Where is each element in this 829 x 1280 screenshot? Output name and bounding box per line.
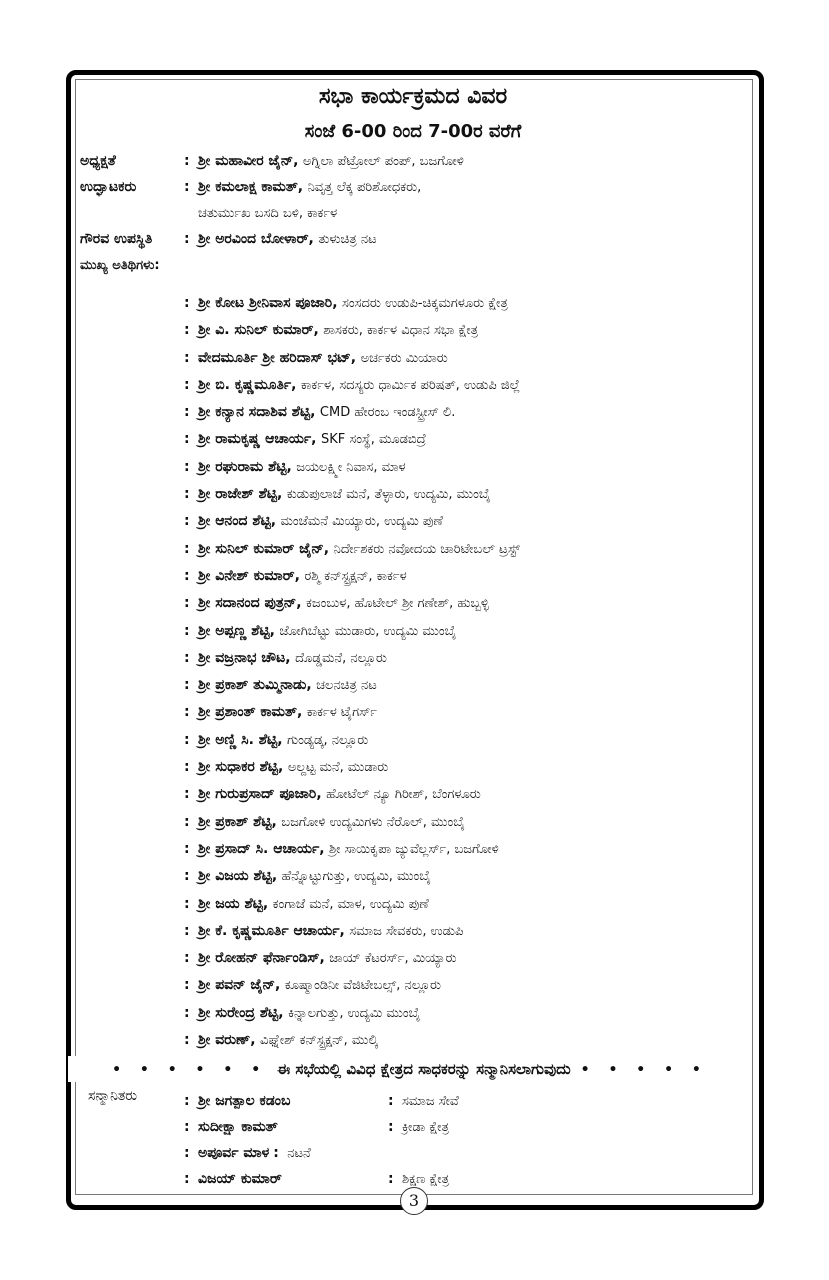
honoree-name: ಸುದೀಕ್ಷಾ ಕಾಮತ್	[198, 1119, 278, 1135]
guest-row	[184, 1027, 520, 1054]
honoree-row	[184, 1166, 604, 1192]
guest-detail: ಸಮಾಜ ಸೇವಕರು, ಉಡುಪಿ	[349, 923, 464, 939]
honoree-field: ಕ್ರೀಡಾ ಕ್ಷೇತ್ರ	[402, 1120, 449, 1135]
guest-name: ಶ್ರೀ ಸದಾನಂದ ಪುತ್ರನ್,	[198, 595, 302, 612]
colon: :	[184, 567, 190, 584]
guest-row	[184, 754, 520, 781]
guest-detail: ಶಾಸಕರು, ಕಾರ್ಕಳ ವಿಧಾನ ಸಭಾ ಕ್ಷೇತ್ರ	[323, 323, 479, 339]
honoree-name: ಶ್ರೀ ಜಗತ್ಪಾಲ ಕಡಂಬ	[198, 1093, 291, 1109]
official-detail: ನಿವೃತ್ತ ಲೆಕ್ಕ ಪರಿಶೋಧಕರು,	[307, 180, 422, 195]
colon: :	[184, 179, 190, 195]
guest-name: ಶ್ರೀ ಪ್ರಕಾಶ್ ತುಮ್ಮಿನಾಡು,	[198, 677, 312, 694]
colon: :	[184, 977, 190, 994]
guest-name: ಶ್ರೀ ಸುನಿಲ್ ಕುಮಾರ್ ಜೈನ್,	[198, 540, 330, 557]
guest-detail: ಹೋಟೆಲ್ ನ್ಯೂ ಗಿರೀಶ್, ಬೆಂಗಳೂರು	[326, 787, 481, 803]
guest-name: ಶ್ರೀ ಕೆ. ಕೃಷ್ಣಮೂರ್ತಿ ಆಚಾರ್ಯ,	[198, 922, 345, 939]
colon: :	[184, 786, 190, 803]
dots-right: • • • • •	[580, 1062, 708, 1078]
guest-row	[184, 727, 520, 754]
colon: :	[184, 840, 190, 857]
page-number: 3	[400, 1187, 428, 1215]
guest-name: ಶ್ರೀ ಪ್ರಸಾದ್ ಸಿ. ಆಚಾರ್ಯ,	[198, 840, 325, 857]
colon: :	[184, 895, 190, 912]
guest-name: ಶ್ರೀ ಸುಧಾಕರ ಶೆಟ್ಟಿ,	[198, 759, 284, 776]
guest-row	[184, 372, 520, 399]
official-name: ಶ್ರೀ ಮಹಾವೀರ ಜೈನ್,	[198, 153, 299, 169]
guest-row	[184, 563, 520, 590]
guest-name: ಶ್ರೀ ವರುಣ್,	[198, 1032, 256, 1049]
honoree-field: ಶಿಕ್ಷಣ ಕ್ಷೇತ್ರ	[402, 1172, 450, 1187]
guest-detail: ರಶ್ಮಿ ಕನ್‌ಸ್ಟ್ರಕ್ಷನ್, ಕಾರ್ಕಳ	[304, 568, 407, 584]
guests-heading-row	[80, 252, 160, 278]
guest-row	[184, 345, 520, 372]
guest-detail: ಗುಂಡ್ಯಡ್ಕ, ನಲ್ಲೂರು	[286, 732, 369, 748]
colon: :	[184, 1093, 190, 1109]
guest-row	[184, 699, 520, 726]
guest-name: ಶ್ರೀ ರಾಜೇಶ್ ಶೆಟ್ಟಿ,	[198, 486, 283, 503]
colon: :	[184, 950, 190, 967]
guest-row	[184, 1000, 520, 1027]
guest-row	[184, 972, 520, 999]
colon: :	[184, 868, 190, 885]
guest-name: ಶ್ರೀ ಕೋಟ ಶ್ರೀನಿವಾಸ ಪೂಜಾರಿ,	[198, 295, 338, 311]
guest-name: ಶ್ರೀ ರಘುರಾಮ ಶೆಟ್ಟಿ,	[198, 458, 292, 475]
guest-row	[184, 399, 520, 426]
guest-detail: ಜಯಲಕ್ಷ್ಮೀ ನಿವಾಸ, ಮಾಳ	[296, 459, 406, 475]
guest-row	[184, 809, 520, 836]
guest-row	[184, 618, 520, 645]
colon: :	[388, 1171, 394, 1187]
guest-detail: ಕಿನ್ನಾಲಗುತ್ತು, ಉದ್ಯಮಿ ಮುಂಬೈ	[287, 1005, 421, 1021]
guest-row	[184, 863, 520, 890]
guest-name: ವೇದಮೂರ್ತಿ ಶ್ರೀ ಹರಿದಾಸ್ ಭಟ್,	[198, 349, 357, 366]
guest-name: ಶ್ರೀ ಪವನ್ ಜೈನ್,	[198, 977, 281, 994]
colon: :	[184, 1119, 190, 1135]
official-label: ಗೌರವ ಉಪಸ್ಥಿತಿ	[80, 231, 153, 247]
honor-banner-text: ಈ ಸಭೆಯಲ್ಲಿ ವಿವಿಧ ಕ್ಷೇತ್ರದ ಸಾಧಕರನ್ನು ಸನ್ಮಾನಿಸಲಾಗುವುದು	[277, 1060, 571, 1078]
official-name: ಶ್ರೀ ಅರವಿಂದ ಬೋಳಾರ್,	[198, 231, 314, 247]
guest-detail: ಜಾಯ್ ಕೆಟರರ್ಸ್, ಮಿಯ್ಯಾರು	[329, 951, 457, 967]
honoree-field: ನಟನೆ	[287, 1146, 311, 1161]
guest-list	[184, 290, 520, 1054]
official-detail: ಅಗ್ನಿಲಾ ಪೆಟ್ರೋಲ್ ಪಂಪ್, ಬಜಗೋಳಿ	[302, 154, 464, 169]
colon: :	[184, 376, 190, 393]
colon: :	[184, 622, 190, 639]
guest-detail: ಅಲ್ದಟ್ಟ ಮನೆ, ಮುಡಾರು	[287, 760, 389, 776]
guest-detail: ಕುಡುಪುಲಾಜೆ ಮನೆ, ತೆಳ್ಳಾರು, ಉದ್ಯಮಿ, ಮುಂಬೈ	[286, 487, 491, 503]
guest-row	[184, 317, 520, 344]
colon: :	[184, 295, 190, 311]
official-label: ಉದ್ಘಾಟಕರು	[80, 179, 137, 195]
guest-row	[184, 918, 520, 945]
guest-detail: ಕಾರ್ಕಳ ಟೈಗರ್ಸ್	[306, 705, 378, 721]
guest-name: ಶ್ರೀ ಅಪ್ಪಣ್ಣ ಶೆಟ್ಟಿ,	[198, 622, 275, 639]
official-row-honorary-presence	[80, 226, 377, 252]
honoree-row	[184, 1140, 604, 1166]
guest-detail: ಸಂಸದರು ಉಡುಪಿ-ಚಿಕ್ಕಮಗಳೂರು ಕ್ಷೇತ್ರ	[341, 296, 508, 311]
guest-name: ಶ್ರೀ ಅಣ್ಣಿ ಸಿ. ಶೆಟ್ಟಿ,	[198, 731, 283, 748]
guest-row	[184, 426, 520, 453]
official-row-inaugurator	[80, 174, 421, 200]
colon: :	[184, 704, 190, 721]
colon: :	[184, 404, 190, 421]
guest-name: ಶ್ರೀ ಗುರುಪ್ರಸಾದ್ ಪೂಜಾರಿ,	[198, 786, 322, 803]
colon: :	[184, 731, 190, 748]
guest-row	[184, 481, 520, 508]
guest-detail: ಕಜಂಬುಳ, ಹೊಟೇಲ್ ಶ್ರೀ ಗಣೇಶ್, ಹುಬ್ಬಳ್ಳಿ	[306, 596, 489, 612]
official-detail-continued: ಚತುರ್ಮುಖ ಬಸದಿ ಬಳಿ, ಕಾರ್ಕಳ	[198, 206, 338, 221]
colon: :	[184, 922, 190, 939]
guest-row	[184, 454, 520, 481]
guest-row	[184, 508, 520, 535]
colon: :	[184, 153, 190, 169]
guest-detail: ಜೋಗಿಬೆಟ್ಟು ಮುಡಾರು, ಉದ್ಯಮಿ ಮುಂಬೈ	[279, 623, 457, 639]
official-detail: ತುಳುಚಿತ್ರ ನಟ	[318, 232, 377, 247]
guest-name: ಶ್ರೀ ಸುರೇಂದ್ರ ಶೆಟ್ಟಿ,	[198, 1004, 284, 1021]
guest-row	[184, 891, 520, 918]
colon: :	[184, 759, 190, 776]
dots-left: • • • • • •	[112, 1062, 268, 1078]
guest-name: ಶ್ರೀ ವಜ್ರನಾಭ ಚೌಟ,	[198, 649, 291, 666]
guest-detail: ಚಲನಚಿತ್ರ ನಟ	[316, 678, 377, 694]
honoree-row	[184, 1088, 604, 1114]
guest-detail: ಕೂಷ್ಮಾಂಡಿನೀ ವೆಜಿಟೇಬಲ್ಸ್, ನಲ್ಲೂರು	[284, 978, 441, 994]
guest-detail: ಮಂಜೆಮನೆ ಮಿಯ್ಯಾರು, ಉದ್ಯಮಿ ಪುಣೆ	[280, 514, 443, 530]
event-time: ಸಂಜೆ 6-00 ರಿಂದ 7-00ರ ವರೆಗೆ	[304, 121, 522, 142]
official-name: ಶ್ರೀ ಕಮಲಾಕ್ಷ ಕಾಮತ್,	[198, 179, 304, 195]
guest-name: ಶ್ರೀ ವಿ. ಸುನಿಲ್ ಕುಮಾರ್,	[198, 322, 319, 339]
colon: :	[184, 1171, 190, 1187]
colon: :	[184, 231, 190, 247]
colon: :	[388, 1093, 394, 1109]
guest-row	[184, 590, 520, 617]
guest-detail: ನಿರ್ದೇಶಕರು ನವೋದಯ ಚಾರಿಟೇಬಲ್ ಟ್ರಸ್ಟ್	[333, 541, 521, 557]
guest-detail: ಕಂಗಾಜೆ ಮನೆ, ಮಾಳ, ಉದ್ಯಮಿ ಪುಣೆ	[272, 896, 429, 912]
guest-detail: ಅರ್ಚಕರು ಮಿಯಾರು	[360, 350, 448, 366]
honoree-row	[184, 1114, 604, 1140]
guest-row	[184, 672, 520, 699]
guest-row	[184, 781, 520, 808]
colon: :	[184, 322, 190, 339]
guest-name: ಶ್ರೀ ಆನಂದ ಶೆಟ್ಟಿ,	[198, 513, 277, 530]
colon: :	[184, 540, 190, 557]
colon: :	[184, 649, 190, 666]
guest-name: ಶ್ರೀ ರಾಮಕೃಷ್ಣ ಆಚಾರ್ಯ,	[198, 431, 317, 448]
honoree-name: ವಿಜಯ್ ಕುಮಾರ್	[198, 1171, 282, 1187]
colon: :	[273, 1145, 279, 1161]
guest-name: ಶ್ರೀ ಕನ್ಯಾನ ಸದಾಶಿವ ಶೆಟ್ಟಿ,	[198, 404, 316, 421]
colon: :	[184, 595, 190, 612]
guest-row	[184, 645, 520, 672]
guest-name: ಶ್ರೀ ಬಿ. ಕೃಷ್ಣಮೂರ್ತಿ,	[198, 376, 297, 393]
page-title: ಸಭಾ ಕಾರ್ಯಕ್ರಮದ ವಿವರ	[318, 84, 508, 109]
colon: :	[184, 486, 190, 503]
official-label: ಅಧ್ಯಕ್ಷತೆ	[80, 153, 116, 169]
guest-name: ಶ್ರೀ ವಿಜಯ ಶೆಟ್ಟಿ,	[198, 868, 278, 885]
guest-detail: ಕಾರ್ಕಳ, ಸದಸ್ಯರು ಧಾರ್ಮಿಕ ಪರಿಷತ್, ಉಡುಪಿ ಜಿಲ್ಲೆ	[300, 377, 521, 393]
official-row-president	[80, 148, 464, 174]
guest-name: ಶ್ರೀ ರೋಹನ್ ಫೆರ್ನಾಂಡಿಸ್,	[198, 950, 325, 967]
guest-name: ಶ್ರೀ ಜಯ ಶೆಟ್ಟಿ,	[198, 895, 269, 912]
colon: :	[184, 1004, 190, 1021]
guest-row	[184, 290, 520, 317]
guest-row	[184, 945, 520, 972]
colon: :	[388, 1119, 394, 1135]
guest-detail: CMD ಹೇರಂಬ ಇಂಡಸ್ಟ್ರೀಸ್ ಲಿ.	[319, 405, 456, 421]
honoree-name: ಅಪೂರ್ವ ಮಾಳ	[198, 1145, 270, 1161]
colon: :	[184, 349, 190, 366]
guest-row	[184, 536, 520, 563]
colon: :	[184, 1032, 190, 1049]
colon: :	[184, 677, 190, 694]
colon: :	[184, 1145, 190, 1161]
guest-detail: ಶ್ರೀ ಸಾಯಿಕೃಪಾ ಜ್ಯುವೆಲ್ಲರ್ಸ್, ಬಜಗೋಳಿ	[329, 841, 499, 857]
colon: :	[184, 458, 190, 475]
official-row-inaugurator-cont	[198, 200, 337, 226]
colon: :	[184, 513, 190, 530]
colon: :	[184, 813, 190, 830]
honoree-field: ಸಮಾಜ ಸೇವೆ	[402, 1094, 459, 1109]
guest-row	[184, 836, 520, 863]
guest-name: ಶ್ರೀ ಪ್ರಕಾಶ್ ಶೆಟ್ಟಿ,	[198, 813, 277, 830]
guest-detail: ಹೆನ್ನೊಟ್ಟುಗುತ್ತು, ಉದ್ಯಮಿ, ಮುಂಬೈ	[281, 869, 431, 885]
colon: :	[184, 431, 190, 448]
guest-detail: ಬಜಗೋಳಿ ಉದ್ಯಮಿಗಳು ನೆರೊಲ್, ಮುಂಬೈ	[281, 814, 465, 830]
guest-detail: ದೊಡ್ಡಮನೆ, ನಲ್ಲೂರು	[295, 650, 387, 666]
honor-banner	[68, 1056, 752, 1082]
guests-heading: ಮುಖ್ಯ ಅತಿಥಿಗಳು:	[80, 258, 160, 273]
guest-detail: SKF ಸಂಸ್ಥೆ, ಮೂಡಬಿದ್ರೆ	[320, 432, 427, 448]
guest-name: ಶ್ರೀ ವಿನೇಶ್ ಕುಮಾರ್,	[198, 567, 300, 584]
honorees-label: ಸನ್ಮಾನಿತರು	[88, 1088, 138, 1104]
guest-detail: ವಿಘ್ನೇಶ್ ಕನ್‌ಸ್ಟ್ರಕ್ಷನ್, ಮುಲ್ಕಿ	[259, 1033, 378, 1049]
guest-name: ಶ್ರೀ ಪ್ರಶಾಂತ್ ಕಾಮತ್,	[198, 704, 303, 721]
